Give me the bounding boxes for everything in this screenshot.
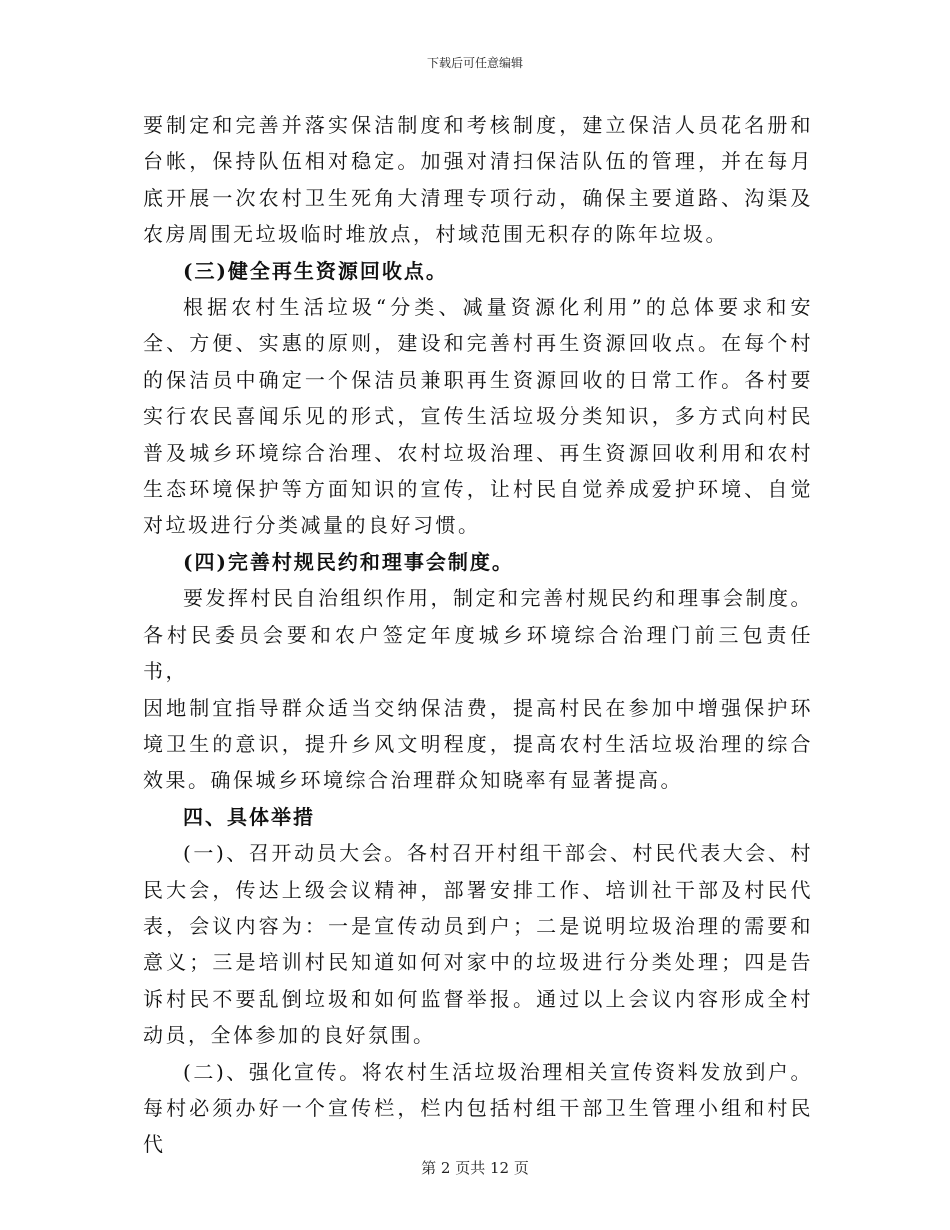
page-number: 第 2 页共 12 页 — [421, 1159, 529, 1177]
section-heading-recycling: (三)健全再生资源回收点。 — [183, 258, 448, 283]
paragraph-village-rules-contract: 各村民委员会要和农户签定年度城乡环境综合治理门前三包责任书， — [143, 622, 813, 684]
section-heading-measures: 四、具体举措 — [183, 804, 315, 829]
paragraph-recycling: 根据农村生活垃圾“分类、减量资源化利用”的总体要求和安全、方便、实惠的原则，建设和完善村再生资源回收点。在每个村的保洁员中确定一个保洁员兼职再生资源回收的日常工作。各村要实行农民喜闻乐见的形式，宣传生活垃圾分类知识，多方式向村民普及城乡环境综合治理、农村垃圾治理、再生资源回收利用和农村生态环境保护等方面知识的宣传，让村民自觉养成爱护环境、自觉对垃圾进行分类减量的良好习惯。 — [143, 295, 813, 538]
page-header: 下载后可任意编辑 — [426, 56, 523, 70]
paragraph-village-rules-intro: 要发挥村民自治组织作用，制定和完善村规民约和理事会制度。 — [183, 586, 813, 611]
paragraph-cleaning-system: 要制定和完善并落实保洁制度和考核制度，建立保洁人员花名册和台帐，保持队伍相对稳定。加强对清扫保洁队伍的管理，并在每月底开展一次农村卫生死角大清理专项行动，确保主要道路、沟渠及农房周围无垃圾临时堆放点，村域范围无积存的陈年垃圾。 — [143, 113, 813, 247]
document-body — [143, 107, 813, 1163]
section-heading-village-rules: (四)完善村规民约和理事会制度。 — [183, 549, 514, 574]
paragraph-village-rules-fees: 因地制宜指导群众适当交纳保洁费，提高村民在参加中增强保护环境卫生的意识，提升乡风文明程度，提高农村生活垃圾治理的综合效果。确保城乡环境综合治理群众知晓率有显著提高。 — [143, 695, 813, 793]
paragraph-publicity: (二)、强化宣传。将农村生活垃圾治理相关宣传资料发放到户。每村必须办好一个宣传栏，栏内包括村组干部卫生管理小组和村民代 — [143, 1059, 813, 1157]
paragraph-mobilization-meeting: (一)、召开动员大会。各村召开村组干部会、村民代表大会、村民大会，传达上级会议精神，部署安排工作、培训社干部及村民代表，会议内容为：一是宣传动员到户；二是说明垃圾治理的需要和意义；三是培训村民知道如何对家中的垃圾进行分类处理；四是告诉村民不要乱倒垃圾和如何监督举报。通过以上会议内容形成全村动员，全体参加的良好氛围。 — [143, 841, 813, 1048]
